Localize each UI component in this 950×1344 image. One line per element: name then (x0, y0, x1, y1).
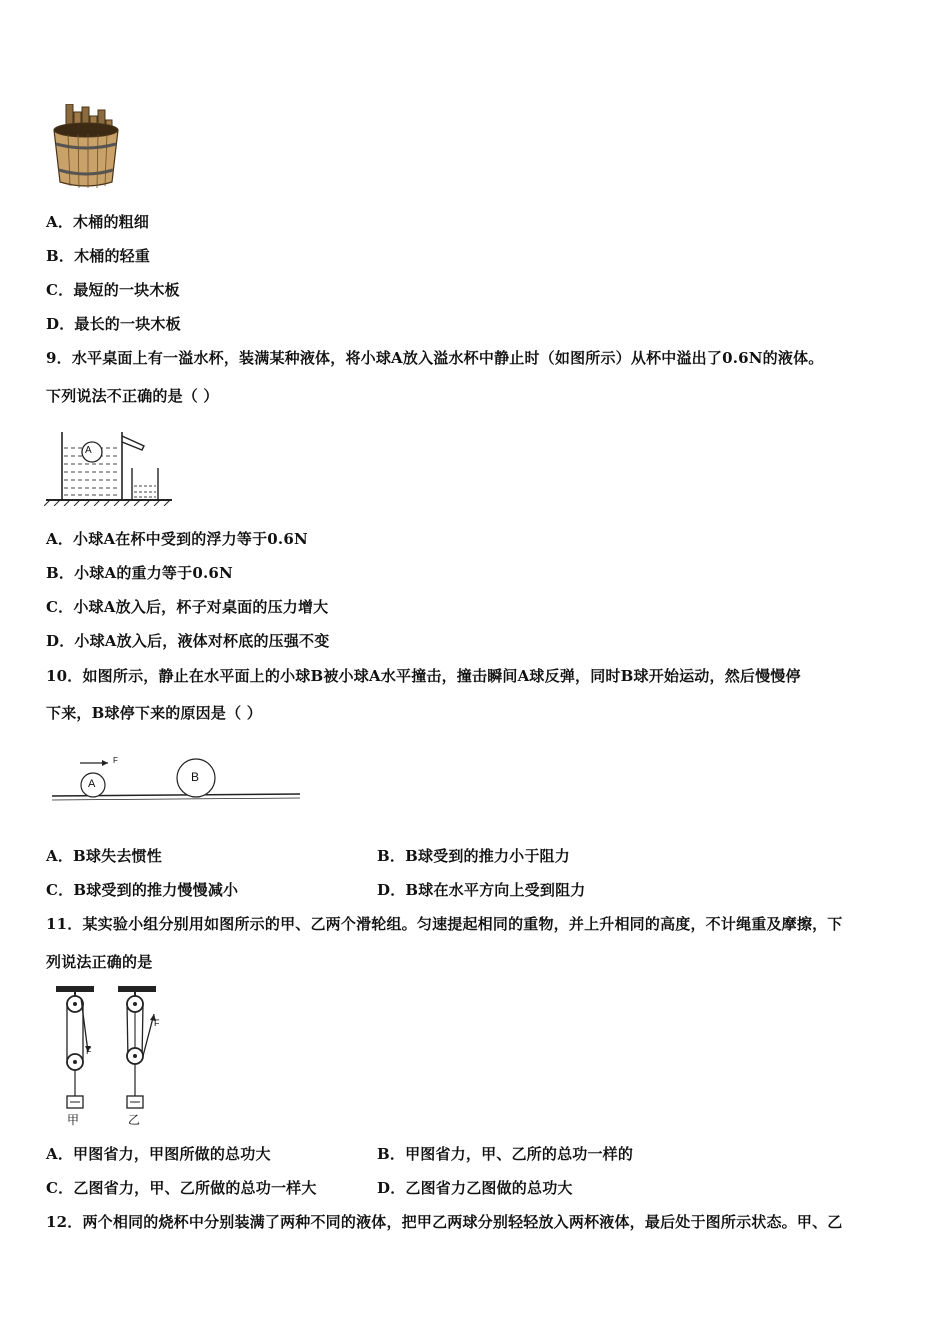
q12-stem-line1: 12．两个相同的烧杯中分别装满了两种不同的液体，把甲乙两球分别轻轻放入两杯液体，最后处于图所示状态。甲、乙 (46, 1213, 843, 1231)
q9-option-c: C．小球A放入后，杯子对桌面的压力增大 (46, 598, 329, 616)
q10-option-b: B．B球受到的推力小于阻力 (377, 847, 570, 865)
q11-option-d: D．乙图省力乙图做的总功大 (377, 1179, 573, 1197)
q10-option-d: D．B球在水平方向上受到阻力 (377, 881, 586, 899)
pulley-systems-figure (48, 984, 172, 1130)
barrel-icon (50, 104, 122, 190)
q9-stem-line1: 9．水平桌面上有一溢水杯，装满某种液体，将小球A放入溢水杯中静止时（如图所示）从杯中溢出了0.6N的液体。 (46, 349, 824, 367)
force-label-left: F (86, 1046, 92, 1056)
overflow-cup-figure (44, 428, 174, 506)
ball-a-label: A (88, 778, 96, 790)
wooden-barrel-figure (50, 104, 122, 190)
q10-option-a: A．B球失去惯性 (46, 847, 162, 865)
ball-a-label: A (85, 445, 92, 456)
q9-option-d: D．小球A放入后，液体对杯底的压强不变 (46, 632, 330, 650)
q8-option-c: C．最短的一块木板 (46, 281, 180, 299)
q11-option-c: C．乙图省力，甲、乙所做的总功一样大 (46, 1179, 317, 1197)
q11-stem-line2: 列说法正确的是 (46, 953, 153, 971)
q11-option-b: B．甲图省力，甲、乙所的总功一样的 (377, 1145, 634, 1163)
q10-option-c: C．B球受到的推力慢慢减小 (46, 881, 239, 899)
label-jia: 甲 (67, 1113, 80, 1127)
q8-option-a: A．木桶的粗细 (46, 213, 150, 231)
force-label: F (113, 756, 118, 765)
q11-stem-line1: 11．某实验小组分别用如图所示的甲、乙两个滑轮组。匀速提起相同的重物，并上升相同的高度，不计绳重及摩擦，下 (46, 915, 843, 933)
force-label-right: F (154, 1018, 160, 1028)
q8-option-d: D．最长的一块木板 (46, 315, 181, 333)
balls-collision-figure (50, 756, 302, 806)
label-yi: 乙 (128, 1113, 141, 1127)
q8-option-b: B．木桶的轻重 (46, 247, 151, 265)
q10-stem-line2: 下来，B球停下来的原因是（ ） (46, 704, 262, 722)
q10-stem-line1: 10．如图所示，静止在水平面上的小球B被小球A水平撞击，撞击瞬间A球反弹，同时B球开始运动，然后慢慢停 (46, 667, 801, 685)
q9-option-a: A．小球A在杯中受到的浮力等于0.6N (46, 530, 308, 548)
q9-stem-line2: 下列说法不正确的是（ ） (46, 387, 219, 405)
q11-option-a: A．甲图省力，甲图所做的总功大 (46, 1145, 271, 1163)
ball-b-label: B (191, 770, 200, 784)
q9-option-b: B．小球A的重力等于0.6N (46, 564, 233, 582)
